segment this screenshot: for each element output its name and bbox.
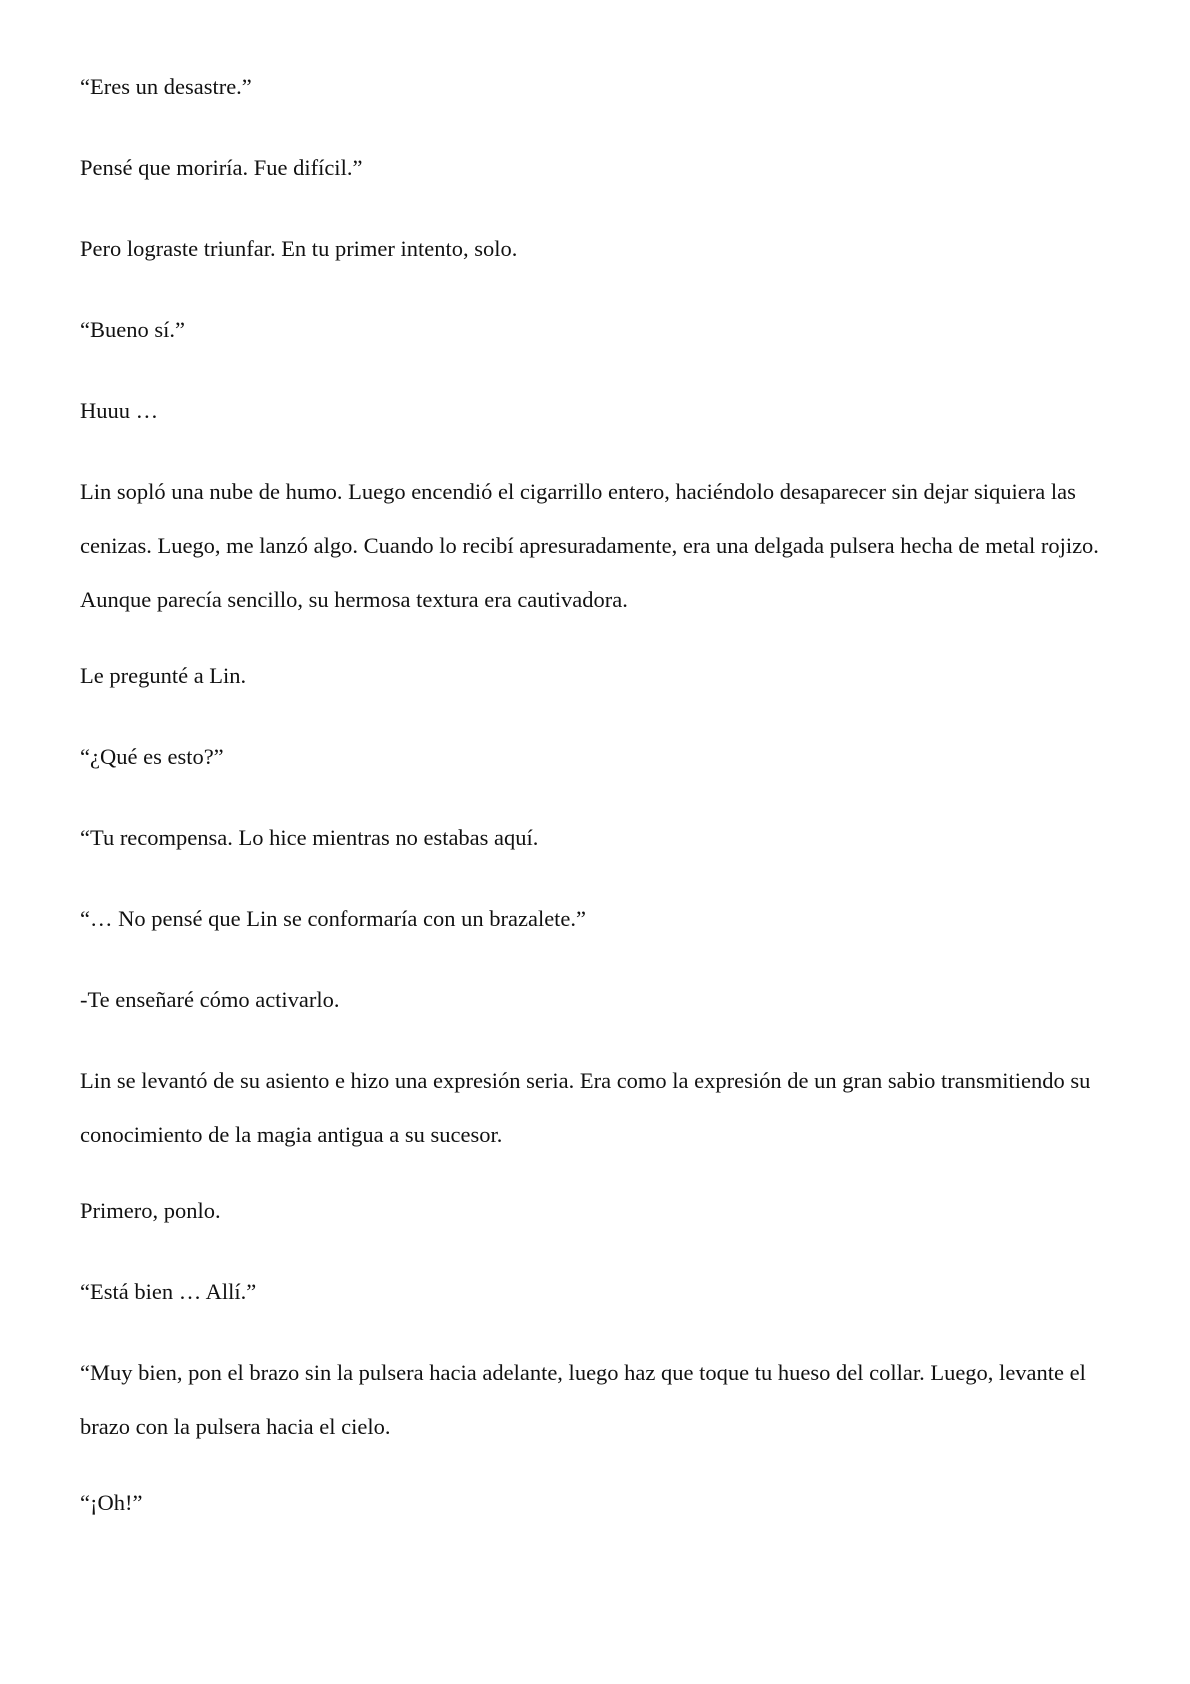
paragraph-16: “¡Oh!” — [80, 1490, 143, 1515]
paragraph-14: “Está bien … Allí.” — [80, 1279, 257, 1304]
paragraph-12: Lin se levantó de su asiento e hizo una expresión seria. Era como la expresión de un gran sabio transmitiendo su conocimiento de la magia antigua a su sucesor. — [80, 1068, 1091, 1147]
paragraph-3: Pero lograste triunfar. En tu primer intento, solo. — [80, 236, 518, 261]
paragraph-7: Le pregunté a Lin. — [80, 663, 247, 688]
paragraph-10: “… No pensé que Lin se conformaría con un brazalete.” — [80, 906, 587, 931]
paragraph-13: Primero, ponlo. — [80, 1198, 221, 1223]
paragraph-2: Pensé que moriría. Fue difícil.” — [80, 155, 363, 180]
paragraph-8: “¿Qué es esto?” — [80, 744, 224, 769]
paragraph-4: “Bueno sí.” — [80, 317, 185, 342]
document-body — [80, 60, 1120, 1557]
paragraph-6: Lin sopló una nube de humo. Luego encendió el cigarrillo entero, haciéndolo desaparecer sin dejar siquiera las cenizas. Luego, me lanzó algo. Cuando lo recibí apresuradamente, era una delgada pulsera hecha de metal rojizo. Aunque parecía sencillo, su hermosa textura era cautivadora. — [80, 479, 1099, 612]
paragraph-15: “Muy bien, pon el brazo sin la pulsera hacia adelante, luego haz que toque tu hueso del collar. Luego, levante el brazo con la pulsera hacia el cielo. — [80, 1360, 1086, 1439]
paragraph-5: Huuu … — [80, 398, 159, 423]
paragraph-9: “Tu recompensa. Lo hice mientras no estabas aquí. — [80, 825, 539, 850]
paragraph-11: -Te enseñaré cómo activarlo. — [80, 987, 340, 1012]
paragraph-1: “Eres un desastre.” — [80, 74, 252, 99]
